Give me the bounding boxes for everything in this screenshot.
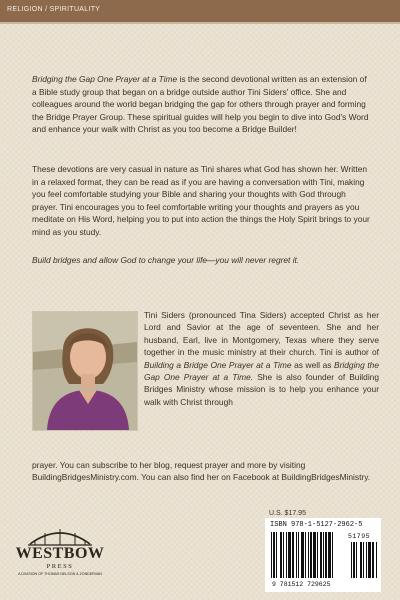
publisher-press: PRESS xyxy=(46,563,74,570)
genre-label: RELIGION / SPIRITUALITY xyxy=(7,6,101,13)
author-bio-continued: prayer. You can subscribe to her blog, request prayer and more by visiting BuildingBridgesMinistry.com. You can also find her on Facebook at BuildingBridgesMinistry. xyxy=(32,460,371,483)
description-paragraph-1 xyxy=(32,73,372,136)
book-ref-1: Building a Bridge One Prayer at a Time xyxy=(144,359,292,370)
isbn-label: ISBN 978-1-5127-2962-5 xyxy=(270,521,363,529)
barcode-icon xyxy=(271,532,379,580)
header-divider xyxy=(0,22,400,24)
author-photo xyxy=(32,311,138,431)
description-paragraph-2: These devotions are very casual in nature as Tini shares what God has shown her. Written in a relaxed format, they can be read as if you are having a conversation with Tini, making you feel comfortable studying your Bible and sharing your thoughts with God through prayer. Tini encourages you to feel comfortable writing your thoughts and prayers as you meditate on His Word, helping you to put into action the things the Holy Spirit brings to your mind as you study. xyxy=(32,164,370,237)
price-addon-code: 51795 xyxy=(348,533,371,540)
price-label: U.S. $17.95 xyxy=(269,510,306,517)
book-ref-2: Bridging the Gap One Prayer at a Time. xyxy=(144,359,379,383)
publisher-name: WESTBOW xyxy=(15,545,105,562)
author-bio: Tini Siders (pronounced Tina Siders) accepted Christ as her Lord and Savior at the age of seventeen. She and her husband, Earl, live in Montgomery, Texas where they serve together in the music ministry at their church. Tini is author of Building a Bridge One Prayer at a Time as well as Bridging the Gap One Prayer at a Time. She is also founder of Building Bridges Ministry whose mission is to help you enhance your walk with Christ through xyxy=(144,310,380,407)
description-text: is the second devotional written as an extension of a Bible study group that began on a bridge outside author Tini Siders' office. She and colleagues around the world began bridging the gap for others through prayer and forming the Bridge Prayer Group. These spiritual guides will help you begin to dive into God's Word and enhance your walk with Christ as you too become a Bridge Builder! xyxy=(32,74,369,135)
tagline: Build bridges and allow God to change your life—you will never regret it. xyxy=(32,255,300,265)
book-title-ref: Bridging the Gap One Prayer at a Time xyxy=(32,74,178,84)
barcode-number: 9 781512 729625 xyxy=(272,581,331,588)
publisher-division: A DIVISION OF THOMAS NELSON & ZONDERVAN xyxy=(18,572,102,576)
header-bar xyxy=(0,0,400,22)
